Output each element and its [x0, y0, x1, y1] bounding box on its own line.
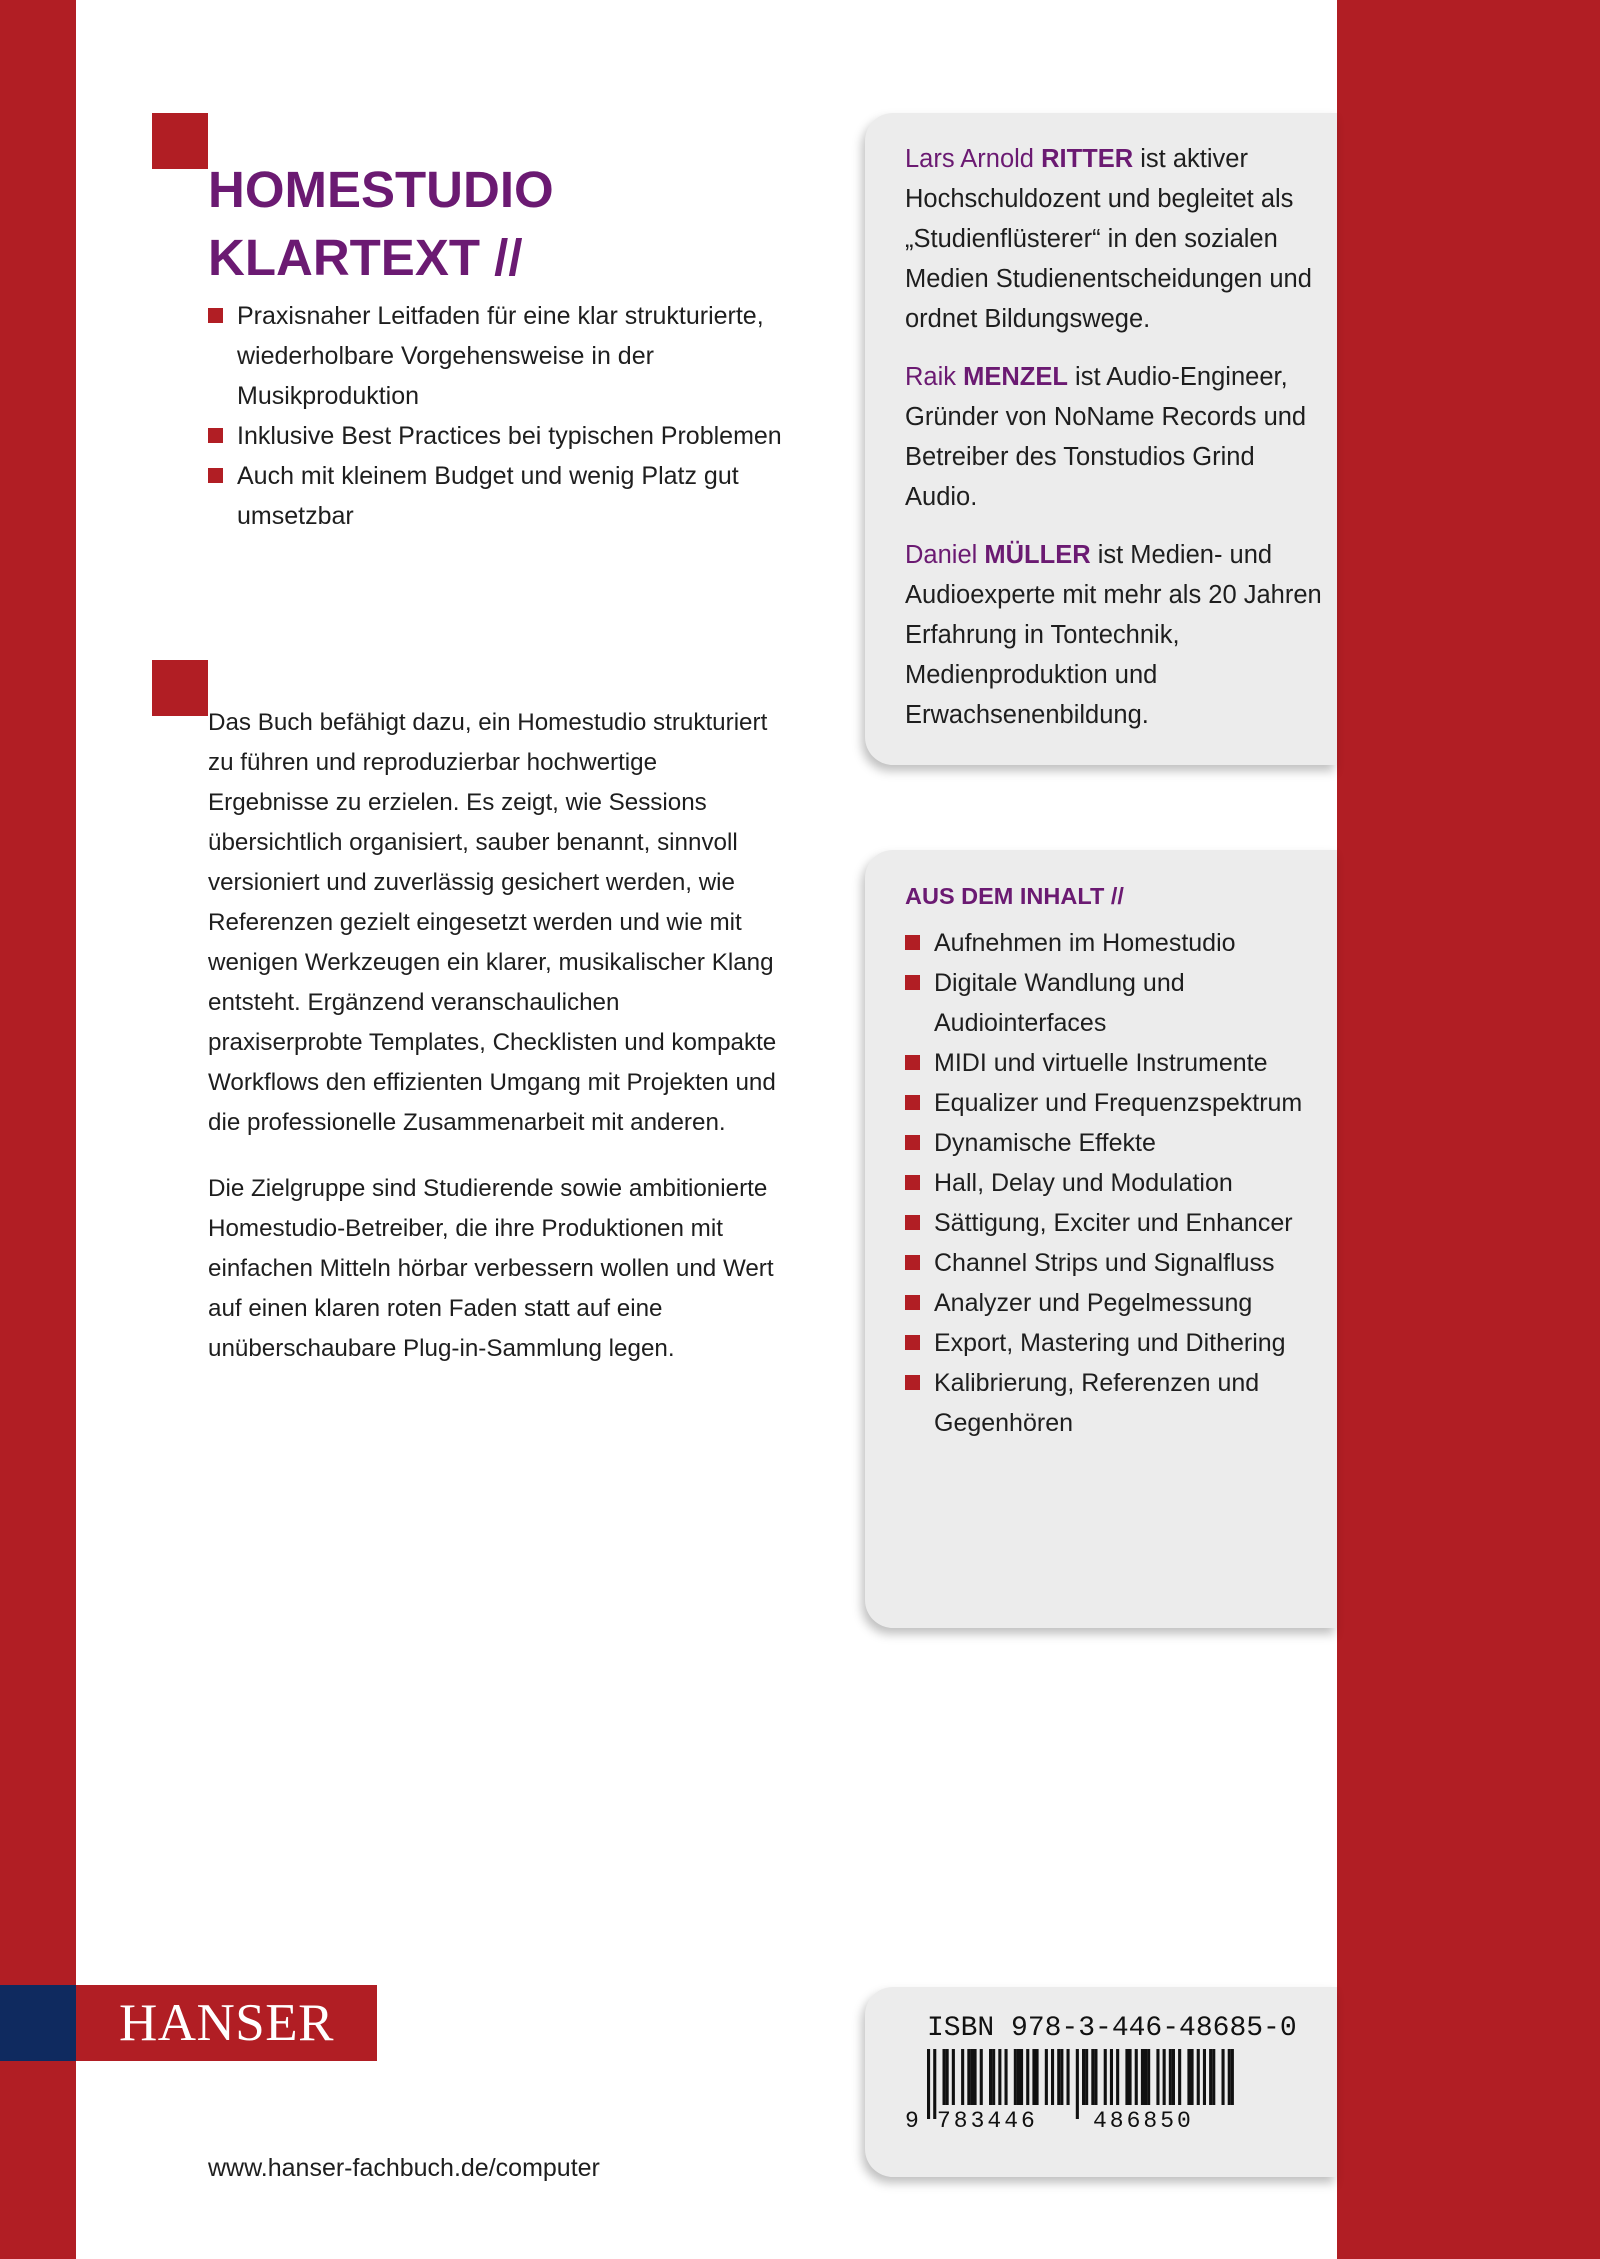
barcode-bar [1116, 2049, 1119, 2105]
left-red-band [0, 0, 76, 2259]
barcode-icon [905, 2049, 1265, 2129]
barcode-digits-right: 486850 [1093, 2108, 1194, 2129]
contents-item: Aufnehmen im Homestudio [905, 923, 1330, 963]
barcode-bar [1085, 2049, 1088, 2105]
contents-item: MIDI und virtuelle Instrumente [905, 1043, 1330, 1083]
barcode-digits-left: 783446 [937, 2108, 1038, 2129]
book-title [208, 156, 554, 292]
barcode-bar [961, 2049, 964, 2105]
barcode-bar [1091, 2049, 1094, 2105]
description-square-marker [152, 660, 208, 716]
barcode-bar [1231, 2049, 1234, 2105]
barcode-bar [1135, 2049, 1138, 2105]
heading-square-marker [152, 113, 208, 169]
author-last-name: RITTER [1041, 145, 1134, 173]
barcode-bar [1076, 2049, 1079, 2119]
book-title-line-2: KLARTEXT // [208, 229, 523, 286]
author-bio [905, 357, 1330, 517]
barcode-bar [967, 2049, 970, 2105]
barcode-bar [1104, 2049, 1107, 2105]
barcode-bar [1020, 2049, 1023, 2105]
barcode-bar [1156, 2049, 1159, 2105]
barcode-bar [1187, 2049, 1190, 2105]
publisher-url: www.hanser-fachbuch.de/computer [208, 2154, 600, 2182]
contents-list [905, 923, 1330, 1443]
contents-panel [865, 850, 1337, 1628]
barcode-bar [980, 2049, 983, 2105]
highlight-item: Auch mit kleinem Budget und wenig Platz gut umsetzbar [208, 456, 788, 536]
book-title-line-1: HOMESTUDIO [208, 161, 554, 218]
barcode-bar [1125, 2049, 1128, 2105]
author-last-name: MÜLLER [984, 541, 1091, 569]
author-bio [905, 535, 1330, 735]
barcode-bar [1005, 2049, 1008, 2105]
author-first-name: Raik [905, 363, 957, 391]
barcode-bar [992, 2049, 995, 2105]
author-bio-text: ist Audio-Engineer, Gründer von NoName Records und Betreiber des Tonstudios Grind Audio. [905, 363, 1307, 511]
barcode-bar [1203, 2049, 1206, 2105]
contents-item: Equalizer und Frequenzspektrum [905, 1083, 1330, 1123]
description [208, 703, 780, 1395]
barcode-bar [1045, 2049, 1048, 2105]
barcode-bar [1051, 2049, 1054, 2105]
barcode-bar [1209, 2049, 1212, 2105]
barcode-bar [1017, 2049, 1020, 2105]
author-first-name: Daniel [905, 541, 978, 569]
barcode-bar [1228, 2049, 1231, 2105]
barcode-bar [1163, 2049, 1166, 2105]
barcode-bar [1212, 2049, 1215, 2105]
barcode-bar [1094, 2049, 1097, 2105]
barcode-bar [1222, 2049, 1225, 2105]
author-last-name: MENZEL [963, 363, 1068, 391]
barcode-bar [1129, 2049, 1132, 2105]
barcode-bar [1026, 2049, 1029, 2105]
barcode-bar [1169, 2049, 1172, 2105]
isbn-number: ISBN 978-3-446-48685-0 [927, 2013, 1297, 2044]
description-paragraph: Die Zielgruppe sind Studierende sowie ambitionierte Homestudio-Betreiber, die ihre Produktionen mit einfachen Mitteln hörbar verbessern wollen und Wert auf einen klaren roten Faden statt auf eine unüberschaubare Plug-in-Sammlung legen. [208, 1175, 774, 1362]
highlight-item: Praxisnaher Leitfaden für eine klar strukturierte, wiederholbare Vorgehensweise in der Musikproduktion [208, 296, 788, 416]
barcode-digit-first: 9 [905, 2108, 919, 2129]
barcode-bar [1014, 2049, 1017, 2105]
author-first-name: Lars Arnold [905, 145, 1034, 173]
contents-title: AUS DEM INHALT // [905, 883, 1124, 909]
barcode-bar [943, 2049, 946, 2105]
barcode-bar [1057, 2049, 1060, 2105]
highlight-item: Inklusive Best Practices bei typischen Problemen [208, 416, 788, 456]
barcode-bar [952, 2049, 955, 2105]
publisher-logo: HANSER [76, 1985, 377, 2061]
barcode-bar [1110, 2049, 1113, 2105]
highlights-list [208, 296, 788, 536]
isbn-panel [865, 1987, 1337, 2177]
contents-item: Dynamische Effekte [905, 1123, 1330, 1163]
contents-item: Channel Strips und Signalfluss [905, 1243, 1330, 1283]
publisher-logo-navy-block [0, 1985, 76, 2061]
barcode-bar [1197, 2049, 1200, 2105]
barcode-bar [1082, 2049, 1085, 2105]
contents-item: Analyzer und Pegelmessung [905, 1283, 1330, 1323]
barcode-bar [1032, 2049, 1035, 2105]
contents-item: Hall, Delay und Modulation [905, 1163, 1330, 1203]
contents-item: Digitale Wandlung und Audiointerfaces [905, 963, 1330, 1043]
right-red-band [1337, 0, 1600, 2259]
barcode-bar [989, 2049, 992, 2105]
barcode-bar [970, 2049, 973, 2105]
contents-item: Sättigung, Exciter und Enhancer [905, 1203, 1330, 1243]
barcode-bar [1191, 2049, 1194, 2105]
barcode-bar [1172, 2049, 1175, 2105]
barcode-bar [1141, 2049, 1144, 2105]
barcode-bar [1178, 2049, 1181, 2105]
barcode-bar [933, 2049, 936, 2119]
contents-item: Kalibrierung, Referenzen und Gegenhören [905, 1363, 1330, 1443]
author-bio-text: ist Medien- und Audioexperte mit mehr als 20 Jahren Erfahrung in Tontechnik, Medienproduktion und Erwachsenenbildung. [905, 541, 1322, 729]
barcode-bar [974, 2049, 977, 2105]
barcode-bar [998, 2049, 1001, 2105]
barcode-bar [1067, 2049, 1070, 2105]
barcode-bar [1060, 2049, 1063, 2105]
barcode-bar [1036, 2049, 1039, 2105]
barcode-bar [1147, 2049, 1150, 2105]
contents-item: Export, Mastering und Dithering [905, 1323, 1330, 1363]
author-bio [905, 139, 1330, 339]
barcode-bar [946, 2049, 949, 2105]
description-paragraph: Das Buch befähigt dazu, ein Homestudio strukturiert zu führen und reproduzierbar hochwertige Ergebnisse zu erzielen. Es zeigt, wie Sessions übersichtlich organisiert, sauber benannt, sinnvoll versioniert und zuverlässig gesichert werden, wie Referenzen gezielt eingesetzt werden und wie mit wenigen Werkzeugen ein klarer, musikalischer Klang entsteht. Ergänzend veranschaulichen praxiserprobte Templates, Checklisten und kompakte Workflows den effizienten Umgang mit Projekten und die professionelle Zusammenarbeit mit anderen. [208, 709, 777, 1136]
barcode-bar [1144, 2049, 1147, 2105]
barcode-bar [927, 2049, 930, 2119]
author-bio-text: ist aktiver Hochschuldozent und begleitet als „Studienflüsterer“ in den sozialen Medien Studienentscheidungen und ordnet Bildungswege. [905, 145, 1312, 333]
authors-panel [865, 113, 1337, 765]
